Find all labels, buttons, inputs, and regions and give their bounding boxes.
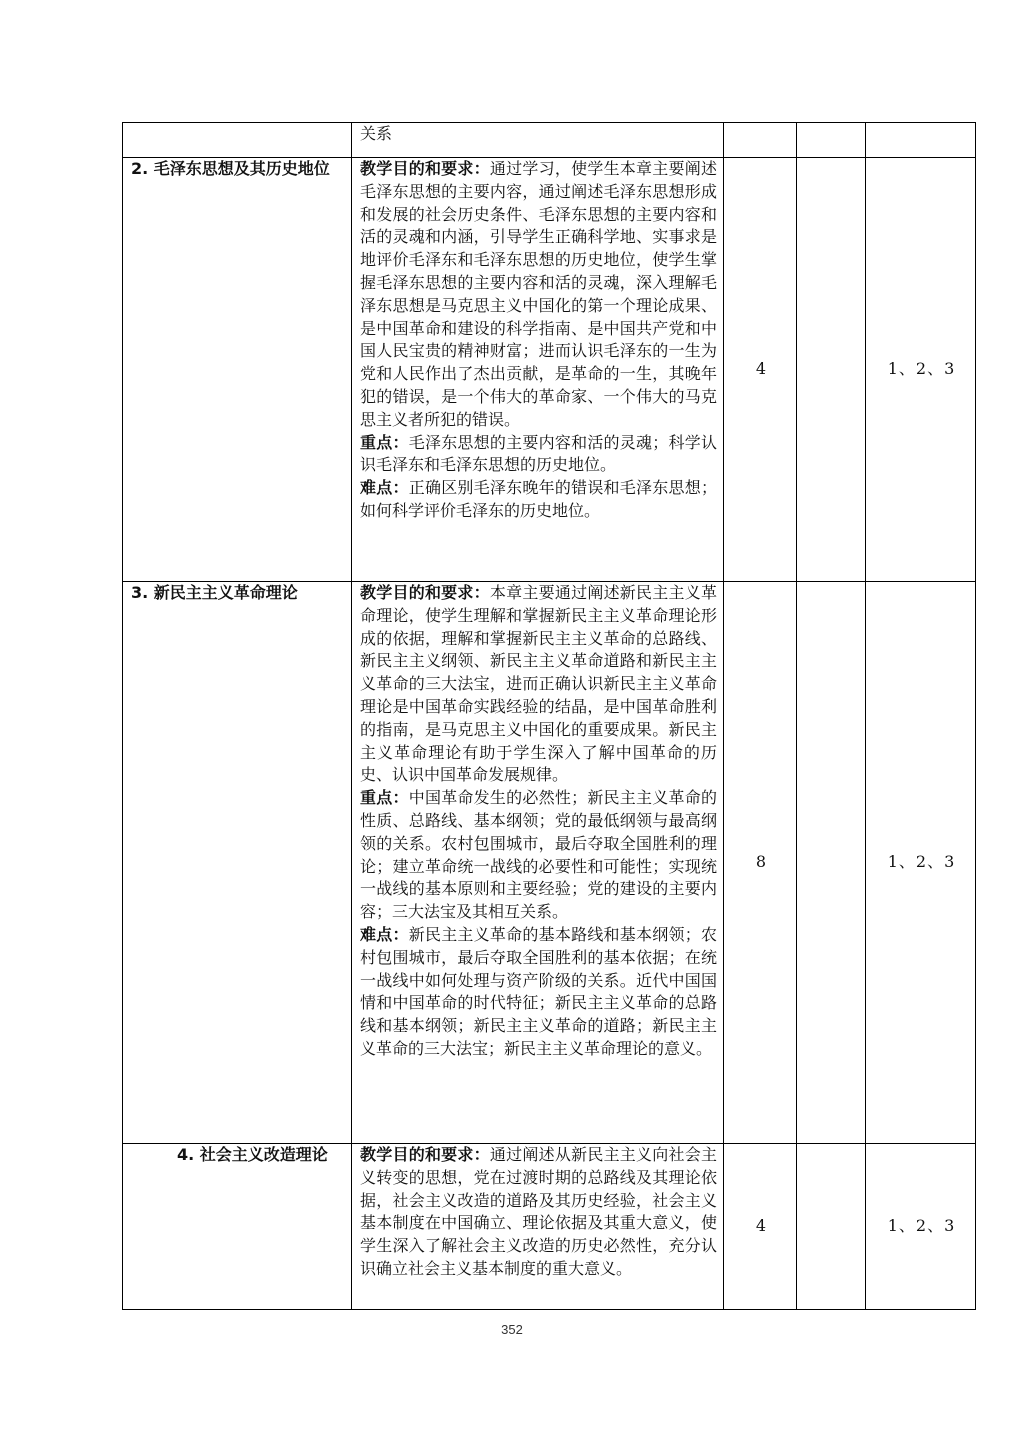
content-paragraph <box>360 582 717 787</box>
content-paragraph <box>360 123 717 146</box>
content-paragraph <box>360 158 717 432</box>
ref-cell <box>866 123 976 158</box>
content-label: 教学目的和要求： <box>360 583 490 602</box>
content-paragraph <box>360 477 717 523</box>
topic-title: 2. 毛泽东思想及其历史地位 <box>131 159 330 178</box>
blank-cell <box>797 582 866 1144</box>
topic-cell <box>123 123 352 158</box>
content-paragraph <box>360 1144 717 1281</box>
content-cell <box>352 158 724 582</box>
content-cell <box>352 1144 724 1310</box>
content-label: 重点： <box>360 432 409 452</box>
blank-cell <box>797 158 866 582</box>
content-label: 难点： <box>360 924 409 944</box>
content-text: 毛泽东思想的主要内容和活的灵魂；科学认识毛泽东和毛泽东思想的历史地位。 <box>360 432 717 475</box>
ref-cell: 1、2、3 <box>866 1144 976 1310</box>
ref-cell: 1、2、3 <box>866 158 976 582</box>
topic-title: 4. 社会主义改造理论 <box>177 1145 328 1164</box>
ref-cell: 1、2、3 <box>866 582 976 1144</box>
page-number: 352 <box>501 1322 523 1337</box>
blank-cell <box>797 1144 866 1310</box>
content-label: 教学目的和要求： <box>360 1145 490 1164</box>
topic-cell <box>123 582 352 1144</box>
content-label: 重点： <box>360 788 409 808</box>
content-text: 新民主主义革命的基本路线和基本纲领；农村包围城市，最后夺取全国胜利的基本依据；在统一战线中如何处理与资产阶级的关系。近代中国国情和中国革命的时代特征；新民主主义革命的总路线和基本纲领；新民主主义革命的道路；新民主主义革命的三大法宝；新民主主义革命理论的意义。 <box>360 924 717 1058</box>
hours-cell: 4 <box>724 1144 797 1310</box>
content-paragraph <box>360 432 717 478</box>
content-paragraph <box>360 787 717 924</box>
content-text: 关系 <box>360 124 393 143</box>
hours-cell <box>724 123 797 158</box>
content-cell <box>352 123 724 158</box>
topic-cell <box>123 158 352 582</box>
content-label: 教学目的和要求： <box>360 159 490 178</box>
table-row <box>123 582 976 1144</box>
hours-cell: 4 <box>724 158 797 582</box>
content-cell <box>352 582 724 1144</box>
content-paragraph <box>360 924 717 1061</box>
content-text: 本章主要通过阐述新民主主义革命理论，使学生理解和掌握新民主主义革命理论形成的依据，理解和掌握新民主主义革命的总路线、新民主主义纲领、新民主主义革命道路和新民主主义革命的三大法宝，进而正确认识新民主主义革命理论是中国革命实践经验的结晶，是中国革命胜利的指南，是马克思主义中国化的重要成果。新民主主义革命理论有助于学生深入了解中国革命的历史、认识中国革命发展规律。 <box>360 583 717 785</box>
content-text: 通过学习，使学生本章主要阐述毛泽东思想的主要内容，通过阐述毛泽东思想形成和发展的社会历史条件、毛泽东思想的主要内容和活的灵魂和内涵，引导学生正确科学地、实事求是地评价毛泽东和毛泽东思想的历史地位，使学生掌握毛泽东思想的主要内容和活的灵魂，深入理解毛泽东思想是马克思主义中国化的第一个理论成果、是中国革命和建设的科学指南、是中国共产党和中国人民宝贵的精神财富；进而认识毛泽东的一生为党和人民作出了杰出贡献，是革命的一生，其晚年犯的错误，是一个伟大的革命家、一个伟大的马克思主义者所犯的错误。 <box>360 159 717 429</box>
topic-title: 3. 新民主主义革命理论 <box>131 583 298 602</box>
topic-cell <box>123 1144 352 1310</box>
blank-cell <box>797 123 866 158</box>
content-text: 正确区别毛泽东晚年的错误和毛泽东思想；如何科学评价毛泽东的历史地位。 <box>360 478 717 520</box>
syllabus-table <box>122 122 976 1310</box>
hours-cell: 8 <box>724 582 797 1144</box>
table-row <box>123 123 976 158</box>
content-text: 中国革命发生的必然性；新民主主义革命的性质、总路线、基本纲领；党的最低纲领与最高纲领的关系。农村包围城市，最后夺取全国胜利的理论；建立革命统一战线的必要性和可能性；实现统一战线的基本原则和主要经验；党的建设的主要内容；三大法宝及其相互关系。 <box>360 788 717 922</box>
table-row <box>123 158 976 582</box>
content-text: 通过阐述从新民主主义向社会主义转变的思想，党在过渡时期的总路线及其理论依据，社会主义改造的道路及其历史经验，社会主义基本制度在中国确立、理论依据及其重大意义，使学生深入了解社会主义改造的历史必然性，充分认识确立社会主义基本制度的重大意义。 <box>360 1145 717 1278</box>
content-label: 难点： <box>360 478 409 498</box>
table-row <box>123 1144 976 1310</box>
